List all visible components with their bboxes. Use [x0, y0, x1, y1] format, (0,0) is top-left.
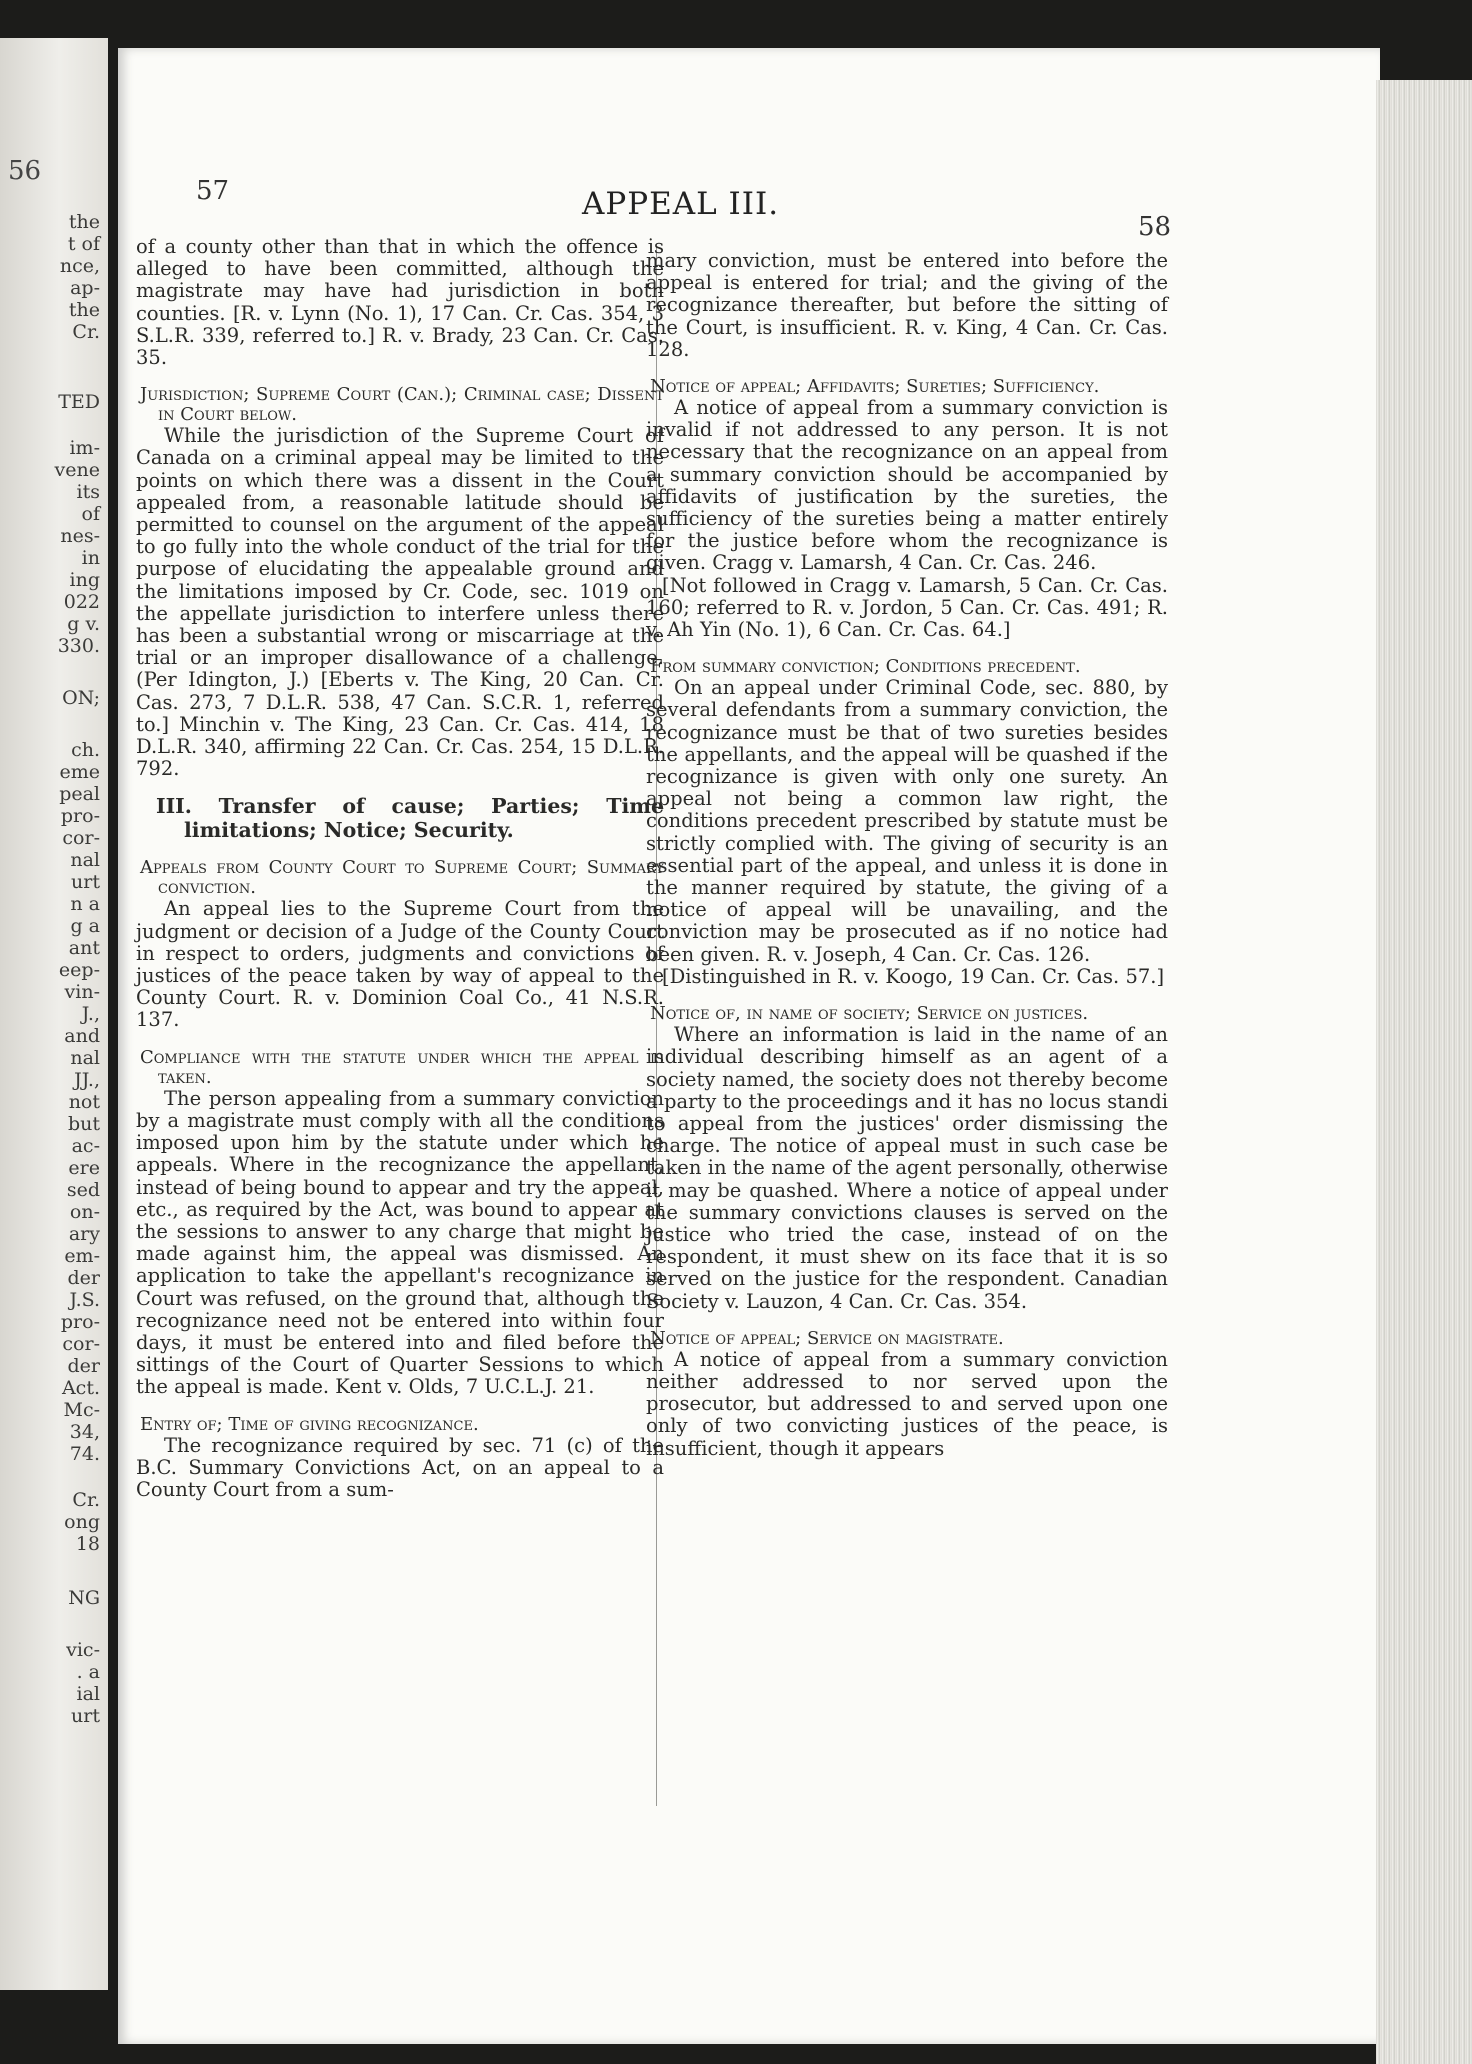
previous-page-line: 18 — [75, 1533, 100, 1555]
previous-page-line: its — [76, 481, 100, 503]
left-column — [136, 236, 664, 1501]
previous-page-line: ant — [68, 937, 100, 959]
previous-page-line: vin- — [64, 981, 100, 1003]
previous-page-line: eep- — [58, 959, 100, 981]
paragraph: A notice of appeal from a summary conviction neither addressed to nor served upon the prosecutor, but addressed to and served upon one only of two convicting justices of the peace, is insufficient, though it appears — [646, 1347, 1168, 1460]
previous-page-line: ial — [76, 1683, 100, 1705]
paragraph: The person appealing from a summary conviction by a magistrate must comply with all the conditions imposed upon him by the statute under which he appeals. Where in the recognizance the appellant, instead of being bound to appear and try the appeal, etc., as required by the Act, was bound to appear at the sessions to answer to any charge that might be made against him, the appeal was dismissed. An application to take the appellant's recognizance in Court was refused, on the ground that, although the recognizance need not be entered into within four days, it must be entered into and filed before the sittings of the Court of Quarter Sessions to which the appeal is made. Kent v. Olds, 7 U.C.L.J. 21. — [136, 1086, 664, 1399]
paragraph: On an appeal under Criminal Code, sec. 880, by several defendants from a summary conviction, the recognizance must be that of two sureties besides the appellants, and the appeal will be quashed if the recognizance is given with only one surety. An appeal not being a common law right, the conditions precedent prescribed by statute must be strictly complied with. The giving of security is an essential part of the appeal, and unless it is done in the manner required by statute, the giving of a notice of appeal will be unavailing, and the conviction may be prosecuted as if no notice had been given. R. v. Joseph, 4 Can. Cr. Cas. 126. — [646, 676, 1168, 966]
previous-page-line: t of — [67, 233, 100, 255]
previous-page-line: 330. — [57, 635, 100, 657]
entry-heading: From summary conviction; Conditions precedent. — [650, 656, 1081, 678]
previous-page-line: pro- — [60, 1311, 100, 1333]
previous-page-line: eme — [59, 761, 100, 783]
entry-heading: Compliance with the statute under which the appeal is taken. — [140, 1046, 664, 1088]
previous-page-line: Cr. — [72, 321, 100, 343]
previous-page-line: vic- — [66, 1639, 100, 1661]
entry-heading: Notice of, in name of society; Service on justices. — [650, 1003, 1089, 1025]
paragraph-continued: of a county other than that in which the offence is alleged to have been committed, although the magistrate may have had jurisdiction in both counties. [R. v. Lynn (No. 1), 17 Can. Cr. Cas. 354, 3 S.L.R. 339, referred to.] R. v. Brady, 23 Can. Cr. Cas. 35. — [136, 235, 664, 370]
previous-page-line: peal — [59, 783, 100, 805]
paragraph: The recognizance required by sec. 71 (c) of the B.C. Summary Convictions Act, on an appeal to a County Court from a sum- — [136, 1433, 664, 1501]
previous-page-line: JJ., — [74, 1069, 100, 1091]
right-column — [646, 250, 1168, 1460]
previous-page-sliver — [0, 38, 108, 1990]
entry-heading: Entry of; Time of giving recognizance. — [140, 1413, 479, 1435]
previous-page-line: the — [68, 211, 100, 233]
previous-page-line: ary — [68, 1223, 100, 1245]
running-title: APPEAL III. — [582, 186, 780, 222]
previous-page-line: nal — [70, 849, 100, 871]
previous-page-line: but — [67, 1113, 100, 1135]
previous-page-line: on- — [69, 1201, 100, 1223]
previous-page-line: NG — [68, 1587, 100, 1609]
paragraph: Where an information is laid in the name of an individual describing himself as an agent of a society named, the society does not thereby become a party to the proceedings and it has no locus standi to appeal from the justices' order dismissing the charge. The notice of appeal must in such case be taken in the name of the agent personally, otherwise it may be quashed. Where a notice of appeal under the summary convictions clauses is served on the justice who tried the case, instead of on the respondent, it must shew on its face that it is so served on the justice for the respondent. Canadian Society v. Lauzon, 4 Can. Cr. Cas. 354. — [646, 1023, 1168, 1313]
previous-page-line: the — [68, 299, 100, 321]
previous-page-line: ch. — [71, 739, 100, 761]
previous-page-line: and — [64, 1025, 100, 1047]
previous-page-line: J.S. — [69, 1289, 100, 1311]
previous-page-line: . a — [76, 1661, 100, 1683]
previous-page-line: sed — [66, 1179, 100, 1201]
previous-page-line: im- — [69, 437, 100, 459]
previous-page-line: der — [67, 1267, 100, 1289]
citation-note: [Not followed in Cragg v. Lamarsh, 5 Can. Cr. Cas. 160; referred to R. v. Jordon, 5 Can. Cr. Cas. 491; R. v. Ah Yin (No. 1), 6 Can. Cr. Cas. 64.] — [646, 573, 1168, 642]
previous-page-line: Mc- — [63, 1399, 100, 1421]
previous-page-line: 74. — [69, 1443, 100, 1465]
previous-page-line: cor- — [62, 827, 100, 849]
previous-page-line: cor- — [62, 1333, 100, 1355]
previous-page-line: ap- — [70, 277, 100, 299]
left-page-number: 57 — [196, 176, 230, 206]
previous-page-line: ON; — [62, 687, 100, 709]
paragraph: A notice of appeal from a summary conviction is invalid if not addressed to any person. It is not necessary that the recognizance on an appeal from a summary conviction should be accompanied by affidavits of justification by the sureties, the sufficiency of the sureties being a matter entirely for the justice before whom the recognizance is given. Cragg v. Lamarsh, 4 Can. Cr. Cas. 246. — [646, 396, 1168, 575]
previous-page-number: 56 — [8, 156, 42, 186]
previous-page-line: urt — [71, 1705, 100, 1727]
previous-page-line: ong — [64, 1511, 100, 1533]
citation-note: [Distinguished in R. v. Koogo, 19 Can. Cr. Cas. 57.] — [662, 964, 1165, 988]
previous-page-line: n a — [70, 893, 100, 915]
previous-page-line: vene — [54, 459, 100, 481]
previous-page-line: ac- — [71, 1135, 100, 1157]
previous-page-line: der — [67, 1355, 100, 1377]
previous-page-line: of — [81, 503, 100, 525]
previous-page-line: urt — [71, 871, 100, 893]
section-heading: III. Transfer of cause; Parties; Time limitations; Notice; Security. — [156, 794, 664, 843]
previous-page-line: ing — [69, 569, 100, 591]
previous-page-line: Cr. — [72, 1489, 100, 1511]
previous-page-line: nce, — [59, 255, 100, 277]
previous-page-line: nes- — [60, 525, 100, 547]
previous-page-line: pro- — [60, 805, 100, 827]
previous-page-line: in — [81, 547, 100, 569]
previous-page-line: Act. — [61, 1377, 100, 1399]
previous-page-line: 34, — [69, 1421, 100, 1443]
entry-heading: Appeals from County Court to Supreme Court; Summary conviction. — [140, 857, 664, 899]
previous-page-line: TED — [58, 391, 100, 413]
entry-heading: Notice of appeal; Service on magistrate. — [650, 1327, 1004, 1349]
previous-page-line: g v. — [67, 613, 100, 635]
entry-heading: Notice of appeal; Affidavits; Sureties; Sufficiency. — [650, 376, 1100, 398]
page-edges — [1376, 80, 1472, 2064]
previous-page-line: ere — [68, 1157, 100, 1179]
paragraph-continued: mary conviction, must be entered into before the appeal is entered for trial; and the giving of the recognizance thereafter, but before the sitting of the Court, is insufficient. R. v. King, 4 Can. Cr. Cas. 128. — [646, 249, 1168, 361]
entry-heading: Jurisdiction; Supreme Court (Can.); Criminal case; Dissent in Court below. — [140, 384, 664, 426]
right-page-number: 58 — [1138, 212, 1172, 242]
previous-page-line: 022 — [63, 591, 100, 613]
paragraph: While the jurisdiction of the Supreme Court of Canada on a criminal appeal may be limited to the points on which there was a dissent in the Court appealed from, a reasonable latitude should be permitted to counsel on the argument of the appeal to go fully into the whole conduct of the trial for the purpose of elucidating the appealable ground and the limitations imposed by Cr. Code, sec. 1019 on the appellate jurisdiction to interfere unless there has been a substantial wrong or miscarriage at the trial or an improper disallowance of a challenge. (Per Idington, J.) [Eberts v. The King, 20 Can. Cr. Cas. 273, 7 D.L.R. 538, 47 Can. S.C.R. 1, referred to.] Minchin v. The King, 23 Can. Cr. Cas. 414, 18 D.L.R. 340, affirming 22 Can. Cr. Cas. 254, 15 D.L.R. 792. — [136, 424, 664, 781]
previous-page-line: J., — [81, 1003, 100, 1025]
previous-page-line: g a — [70, 915, 100, 937]
previous-page-line: em- — [64, 1245, 100, 1267]
previous-page-line: nal — [70, 1047, 100, 1069]
previous-page-line: not — [68, 1091, 100, 1113]
paragraph: An appeal lies to the Supreme Court from the judgment or decision of a Judge of the County Court in respect to orders, judgments and convictions of justices of the peace taken by way of appeal to the County Court. R. v. Dominion Coal Co., 41 N.S.R. 137. — [136, 897, 664, 1032]
